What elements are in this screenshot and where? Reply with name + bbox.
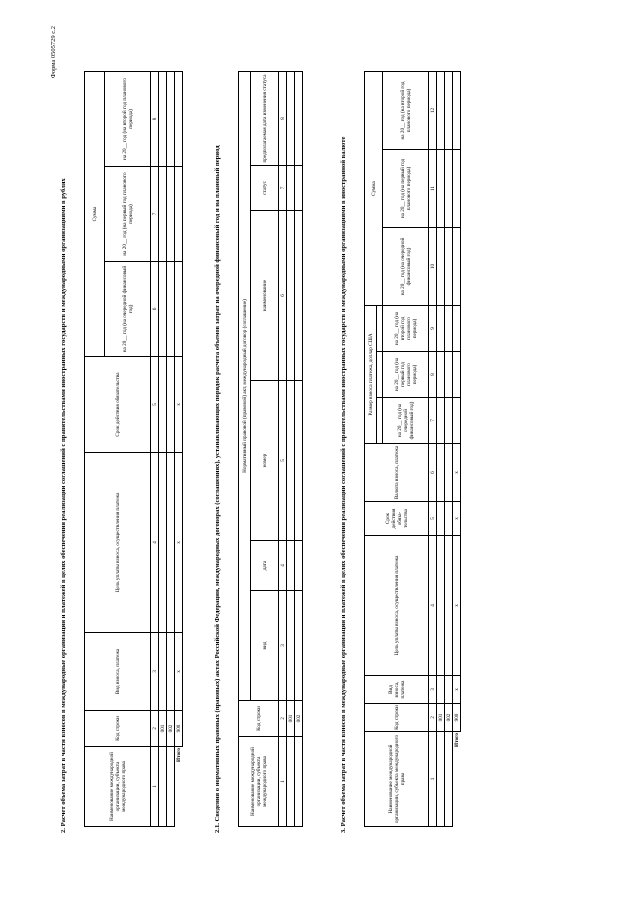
- s21-cell: [287, 211, 295, 381]
- s2-colnum: 6: [151, 262, 159, 357]
- s21-colnum: 3: [279, 591, 287, 701]
- s3-cell: [445, 352, 453, 398]
- s3-cell: [437, 228, 445, 306]
- s21-h-date: дата: [251, 541, 279, 591]
- s3-colnum: 6: [429, 444, 437, 502]
- s2-h-sum: Сумма: [85, 71, 105, 356]
- s2-h-y2: на 20__ год (на второй год планового периода): [105, 71, 151, 166]
- s3-h-usd-y1: на 20__ год (на первый год планового периода): [383, 352, 429, 398]
- s3-colnum: 1: [429, 732, 437, 827]
- s3-cell: [445, 676, 453, 704]
- s21-colnum: 2: [279, 701, 287, 737]
- s3-h-currency: Валюта взноса, платежа: [365, 444, 429, 502]
- s2-h-type: Вид взноса, платежа: [85, 633, 151, 711]
- s3-total-label: Итого: [453, 733, 460, 747]
- s3-cell: [445, 306, 453, 352]
- s3-colnum: 7: [429, 398, 437, 444]
- s3-cell: [437, 732, 445, 827]
- s21-cell: [287, 591, 295, 701]
- s3-cell: [445, 150, 453, 228]
- s21-cell: [295, 71, 303, 165]
- s21-h-status: статус: [251, 166, 279, 211]
- s21-colnum: 8: [279, 71, 287, 165]
- s3-cell: [437, 306, 445, 352]
- s3-x: x: [453, 676, 461, 704]
- s21-cell: [295, 381, 303, 541]
- s2-row-code: 002: [167, 711, 175, 747]
- s21-cell: [287, 381, 295, 541]
- s21-cell: [287, 541, 295, 591]
- s3-cell: [445, 536, 453, 676]
- s3-h-purpose: Цель уплаты взноса, осуществления платежа: [365, 536, 429, 676]
- s2-colnum: 7: [151, 167, 159, 262]
- section3-table: [364, 71, 461, 827]
- s21-cell: [295, 166, 303, 211]
- table-row: [167, 71, 175, 826]
- section21-table: [238, 71, 303, 827]
- s2-cell: [167, 357, 175, 453]
- s3-colnum: 10: [429, 228, 437, 306]
- s3-row-code: 002: [445, 704, 453, 732]
- s2-cell: [159, 453, 167, 633]
- s3-cell: [453, 150, 461, 228]
- s3-x: x: [453, 536, 461, 676]
- s2-x: x: [175, 357, 183, 453]
- s2-cell: [167, 262, 175, 357]
- s2-cell: [159, 747, 167, 827]
- s21-h-number: номер: [251, 381, 279, 541]
- s21-h-extension: предполагаемая дата изменения статуса: [251, 71, 279, 165]
- s3-colnum: 8: [429, 352, 437, 398]
- s21-colnum: 7: [279, 166, 287, 211]
- s3-cell: [453, 71, 461, 149]
- s3-colnum: 9: [429, 306, 437, 352]
- s3-colnum: 5: [429, 502, 437, 536]
- s2-h-name: Наименование международной организации, субъекта международного права: [85, 747, 151, 827]
- s3-h-code: Код строки: [365, 704, 429, 732]
- table-row: [159, 71, 167, 826]
- s3-h-usd: Размер взноса платежа, доллар США: [365, 306, 377, 444]
- s21-colnum: 6: [279, 211, 287, 381]
- s2-cell: [167, 747, 175, 827]
- s2-colnum: 4: [151, 453, 159, 633]
- s3-cell: [437, 444, 445, 502]
- s3-cell: [437, 71, 445, 149]
- s2-x: x: [175, 453, 183, 633]
- s21-h-name: Наименование международной организации, субъекта международного права: [239, 737, 279, 827]
- s2-cell: [167, 453, 175, 633]
- s3-cell: [453, 352, 461, 398]
- s2-cell: [167, 167, 175, 262]
- s3-x: x: [453, 502, 461, 536]
- s3-x: x: [453, 444, 461, 502]
- s21-colnum: 5: [279, 381, 287, 541]
- s3-cell: [437, 150, 445, 228]
- s21-colnum: 4: [279, 541, 287, 591]
- form-code: Форма 0505729 с.2: [50, 26, 57, 79]
- s21-cell: [295, 541, 303, 591]
- s3-cell: [445, 71, 453, 149]
- s21-cell: [287, 737, 295, 827]
- s2-colnum: 3: [151, 633, 159, 711]
- total-row: [453, 71, 461, 826]
- s3-cell: [453, 306, 461, 352]
- s21-cell: [295, 591, 303, 701]
- s3-cell: [445, 732, 453, 827]
- s21-cell: [287, 71, 295, 165]
- s3-h-y0: на 20__ год (на очередной финансовый год): [383, 228, 429, 306]
- s3-colnum: 12: [429, 71, 437, 149]
- s3-cell: [437, 352, 445, 398]
- s2-colnum: 1: [151, 747, 159, 827]
- s21-h-kind: вид: [251, 591, 279, 701]
- s21-row-code: 002: [295, 701, 303, 737]
- s3-h-y1: на 20__ год (на первый год планового периода): [383, 150, 429, 228]
- s2-cell: [159, 262, 167, 357]
- s2-total-code: 900: [175, 711, 183, 747]
- s3-row-code: 001: [437, 704, 445, 732]
- s2-h-y0: на 20__ год (на очередной финансовый год): [105, 262, 151, 357]
- s21-cell: [287, 166, 295, 211]
- total-row: [175, 71, 183, 826]
- table-row: [445, 71, 453, 826]
- table-row: [437, 71, 445, 826]
- s2-cell: [175, 167, 183, 262]
- s21-h-code: Код строки: [239, 701, 279, 737]
- s2-h-y1: на 20__ год (на первый год планового периода): [105, 167, 151, 262]
- s3-cell: [445, 444, 453, 502]
- s3-h-usd-y0: на 20__ год (на очередной финансовый год): [383, 398, 429, 444]
- s3-h-sum: Сумма: [365, 71, 383, 305]
- s2-h-term: Срок действия обязательства: [85, 357, 151, 453]
- s3-colnum: 11: [429, 150, 437, 228]
- s2-cell: [159, 633, 167, 711]
- s3-cell: [453, 398, 461, 444]
- s2-colnum: 8: [151, 71, 159, 166]
- s3-cell: [437, 536, 445, 676]
- s21-row-code: 001: [287, 701, 295, 737]
- s2-h-code: Код строки: [85, 711, 151, 747]
- s3-cell: [437, 398, 445, 444]
- s3-total-code: 900: [453, 704, 461, 732]
- s3-h-y2: на 20__ год (на второй год планового периода): [383, 71, 429, 149]
- s2-total-label: Итого: [175, 748, 182, 762]
- s2-cell: [175, 71, 183, 166]
- s2-colnum: 2: [151, 711, 159, 747]
- s3-h-usd-y2: на 20__ год (на второй год планового периода): [383, 306, 429, 352]
- s21-cell: [295, 737, 303, 827]
- s21-h-act: Нормативный правовой (правовой) акт, международный договор (соглашение): [239, 71, 251, 700]
- s3-colnum: 3: [429, 676, 437, 704]
- s3-colnum: 2: [429, 704, 437, 732]
- section3-title: 3. Расчет объема затрат в части взносов в международные организации и платежей в целях обеспечения реализации соглашений с правительствами иностранных государств и международными организациями в иностранной валюте: [340, 136, 347, 833]
- s2-cell: [167, 633, 175, 711]
- s3-cell: [437, 502, 445, 536]
- s2-row-code: 001: [159, 711, 167, 747]
- s2-h-purpose: Цель уплаты взноса, осуществления платежа: [85, 453, 151, 633]
- s2-colnum: 5: [151, 357, 159, 453]
- s21-colnum: 1: [279, 737, 287, 827]
- s3-h-term: Срок действия обяза-тельства: [365, 502, 429, 536]
- s3-colnum: 4: [429, 536, 437, 676]
- s2-x: x: [175, 633, 183, 711]
- s3-cell: [437, 676, 445, 704]
- table-row: [295, 71, 303, 826]
- section2-table: [84, 71, 183, 827]
- s3-h-name: Наименование международной организации, субъекта международного права: [365, 732, 429, 827]
- s2-cell: [167, 71, 175, 166]
- s21-h-title: наименование: [251, 211, 279, 381]
- s3-cell: [445, 228, 453, 306]
- s2-cell: [159, 357, 167, 453]
- s2-cell: [175, 262, 183, 357]
- s3-cell: [445, 398, 453, 444]
- table-row: [287, 71, 295, 826]
- s2-cell: [159, 71, 167, 166]
- s3-cell: [453, 228, 461, 306]
- s3-cell: [445, 502, 453, 536]
- section21-title: 2.1. Сведения о нормативных правовых (правовых) актах Российской Федерации, международных договорах (соглашениях), устанавливающих порядок расчета объемов затрат на очередной финансовый год и на плановый период: [214, 145, 221, 833]
- s21-cell: [295, 211, 303, 381]
- section2-title: 2. Расчет объема затрат в части взносов в международные организации и платежей в целях обеспечения реализации соглашений с правительствами иностранных государств и международными организациями в рублях: [60, 178, 67, 833]
- s3-h-type: Вид взноса, платежа: [365, 676, 429, 704]
- s2-cell: [159, 167, 167, 262]
